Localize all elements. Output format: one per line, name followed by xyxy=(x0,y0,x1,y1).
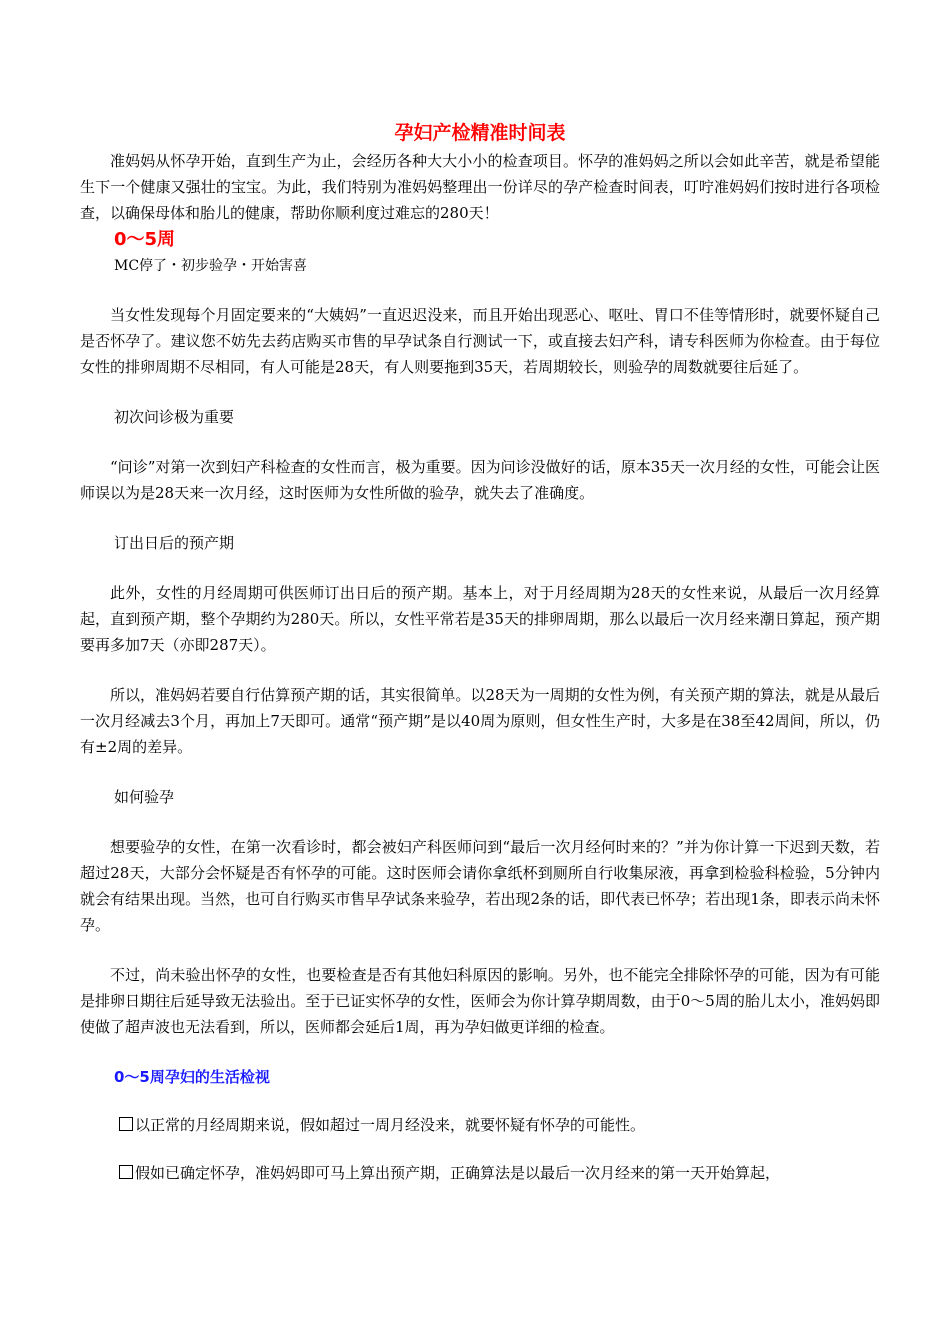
subheading-life-check: 0～5周孕妇的生活检视 xyxy=(114,1068,270,1086)
paragraph-due-date-calc: 所以，准妈妈若要自行估算预产期的话，其实很简单。以28天为一周期的女性为例，有关预产期的算法，就是从最后一次月经减去3个月，再加上7天即可。通常“预产期”是以40周为原则，但女性生产时，大多是在38至42周间，所以，仍有±2周的差异。 xyxy=(80,686,880,756)
document-page xyxy=(80,118,880,1186)
checklist-item xyxy=(80,1112,880,1138)
document-title: 孕妇产检精准时间表 xyxy=(394,122,566,144)
paragraph-testing: 想要验孕的女性，在第一次看诊时，都会被妇产科医师问到“最后一次月经何时来的？”并为你计算一下迟到天数，若超过28天，大部分会怀疑是否有怀孕的可能。这时医师会请你拿纸杯到厕所自行收集尿液，再拿到检验科检验，5分钟内就会有结果出现。当然，也可自行购买市售早孕试条来验孕，若出现2条的话，即代表已怀孕；若出现1条，即表示尚未怀孕。 xyxy=(80,838,880,934)
subheading-due-date: 订出日后的预产期 xyxy=(114,534,235,552)
paragraph-not-confirmed: 不过，尚未验出怀孕的女性，也要检查是否有其他妇科原因的影响。另外，也不能完全排除怀孕的可能，因为有可能是排卵日期往后延导致无法验出。至于已证实怀孕的女性，医师会为你计算孕期周数，由于0～5周的胎儿太小，准妈妈即使做了超声波也无法看到，所以，医师都会延后1周，再为孕妇做更详细的检查。 xyxy=(80,966,880,1036)
checkbox-icon xyxy=(119,1117,133,1131)
intro-paragraph: 准妈妈从怀孕开始，直到生产为止，会经历各种大大小小的检查项目。怀孕的准妈妈之所以会如此辛苦，就是希望能生下一个健康又强壮的宝宝。为此，我们特别为准妈妈整理出一份详尽的孕产检查时间表，叮咛准妈妈们按时进行各项检查，以确保母体和胎儿的健康，帮助你顺利度过难忘的280天！ xyxy=(80,152,880,222)
paragraph-signs-of-pregnancy: 当女性发现每个月固定要来的“大姨妈”一直迟迟没来，而且开始出现恶心、呕吐、胃口不佳等情形时，就要怀疑自己是否怀孕了。建议您不妨先去药店购买市售的早孕试条自行测试一下，或直接去妇产科，请专科医师为你检查。由于每位女性的排卵周期不尽相同，有人可能是28天，有人则要拖到35天，若周期较长，则验孕的周数就要往后延了。 xyxy=(80,306,880,376)
checklist-item-text: 假如已确定怀孕，准妈妈即可马上算出预产期，正确算法是以最后一次月经来的第一天开始算起， xyxy=(135,1164,781,1182)
checkbox-icon xyxy=(119,1165,133,1179)
section-subtitle: MC停了・初步验孕・开始害喜 xyxy=(114,258,308,274)
checklist-item xyxy=(80,1160,880,1186)
paragraph-due-date: 此外，女性的月经周期可供医师订出日后的预产期。基本上，对于月经周期为28天的女性来说，从最后一次月经算起，直到预产期，整个孕期约为280天。所以，女性平常若是35天的排卵周期，那么以最后一次月经来潮日算起，预产期要再多加7天（亦即287天）。 xyxy=(80,584,880,654)
subheading-how-to-test: 如何验孕 xyxy=(114,788,175,806)
section-heading-week-0-5: 0～5周 xyxy=(114,229,176,250)
subheading-first-visit: 初次问诊极为重要 xyxy=(114,408,235,426)
paragraph-consultation: “问诊”对第一次到妇产科检查的女性而言，极为重要。因为问诊没做好的话，原本35天一次月经的女性，可能会让医师误以为是28天来一次月经，这时医师为女性所做的验孕，就失去了准确度。 xyxy=(80,458,880,502)
checklist-item-text: 以正常的月经周期来说，假如超过一周月经没来，就要怀疑有怀孕的可能性。 xyxy=(135,1116,646,1134)
